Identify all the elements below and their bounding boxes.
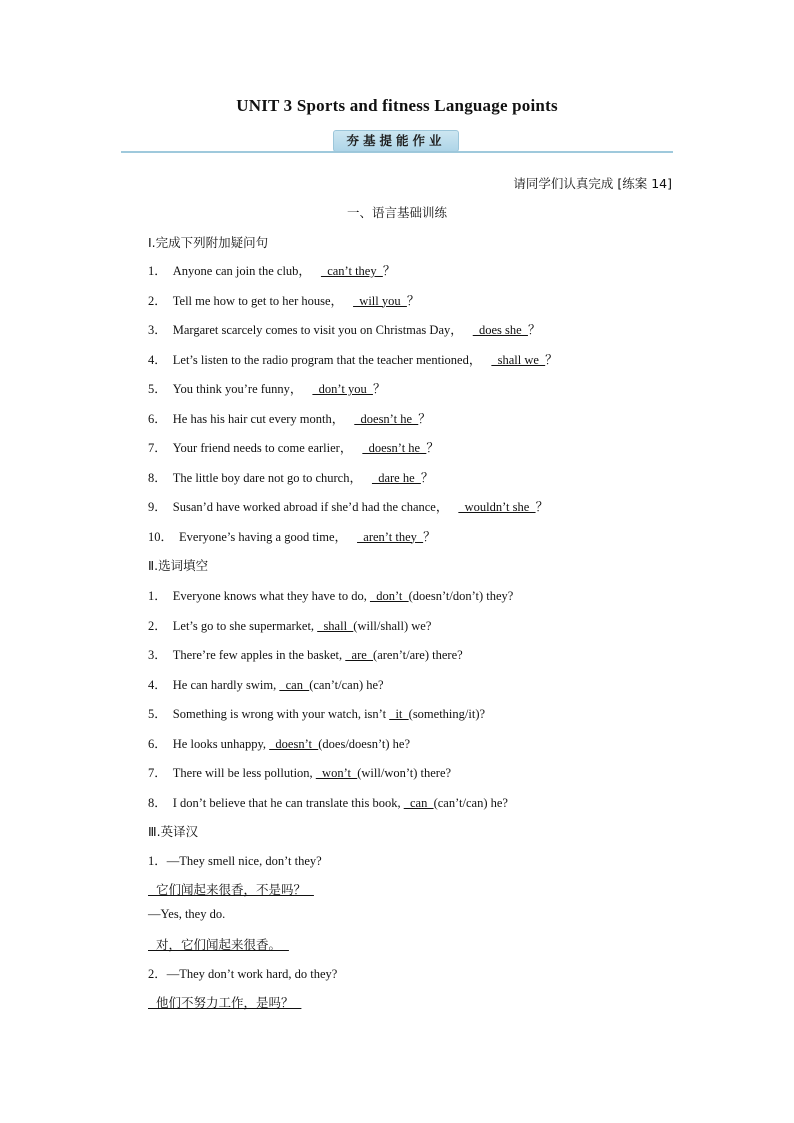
- item-number: 3．: [148, 648, 167, 662]
- fill-item: [148, 675, 384, 693]
- question-item: [148, 291, 419, 309]
- item-number: 8．: [148, 795, 167, 810]
- item-text: Tell me how to get to her house，: [172, 293, 344, 308]
- reply-1: —Yes, they do.: [148, 907, 226, 921]
- item-text: Let’s go to she supermarket,: [172, 618, 318, 633]
- item-answer: aren’t they: [357, 529, 424, 544]
- item-text: The little boy dare not go to church，: [172, 470, 362, 485]
- item-answer: can: [403, 795, 434, 810]
- item-options: (something/it)?: [408, 707, 486, 721]
- item-text: Your friend needs to come earlier，: [172, 441, 353, 455]
- banner-label: 夯基提能作业: [333, 130, 459, 152]
- question-item: [148, 320, 540, 338]
- item-number: 4．: [148, 677, 167, 692]
- item-text: Let’s listen to the radio program that the teacher mentioned，: [172, 352, 482, 367]
- item-answer: are: [345, 648, 374, 662]
- item-answer: will you: [353, 293, 407, 308]
- item-options: (doesn’t/don’t) they?: [408, 589, 514, 603]
- section3-heading: Ⅲ.英译汉: [148, 824, 199, 839]
- question-item: [148, 438, 439, 456]
- section1-heading: Ⅰ.完成下列附加疑问句: [148, 235, 269, 250]
- question-item: [148, 261, 395, 279]
- item-end: ？: [545, 352, 558, 367]
- item-answer: dare he: [371, 470, 421, 485]
- item-answer: shall: [317, 618, 354, 633]
- item-number: 2．: [148, 618, 167, 633]
- item-text: He can hardly swim,: [172, 677, 280, 692]
- fill-item: [148, 586, 513, 604]
- item-number: 2．: [148, 293, 167, 308]
- item-text: Something is wrong with your watch, isn’t: [172, 707, 390, 721]
- fill-item: [148, 763, 451, 781]
- item-end: ？: [418, 411, 431, 426]
- item-answer: wouldn’t she: [458, 500, 536, 514]
- item-text: He has his hair cut every month，: [172, 411, 345, 426]
- item-text: There will be less pollution,: [172, 766, 316, 780]
- item-number: 6．: [148, 736, 167, 751]
- item-end: ？: [527, 323, 541, 337]
- item-answer: doesn’t he: [362, 441, 427, 455]
- item-number: 6．: [148, 411, 167, 426]
- fill-item: [148, 734, 410, 752]
- fill-item: [148, 793, 508, 811]
- item-number: 5．: [148, 382, 167, 396]
- item-options: (can’t/can) he?: [309, 677, 384, 692]
- item-text: I don’t believe that he can translate this book,: [172, 795, 404, 810]
- question-item: [148, 350, 558, 368]
- item-number: 9．: [148, 500, 167, 514]
- item-number: 8．: [148, 470, 167, 485]
- item-answer: shall we: [491, 352, 546, 367]
- item-text: Anyone can join the club，: [172, 264, 311, 278]
- item-answer: does she: [472, 323, 528, 337]
- item-number: 3．: [148, 323, 167, 337]
- question-item: [148, 527, 436, 545]
- item-end: ？: [535, 500, 549, 514]
- item-answer: won’t: [315, 766, 358, 780]
- item-answer: don’t you: [312, 382, 373, 396]
- item-answer: can’t they: [320, 264, 383, 278]
- item-text: Everyone knows what they have to do,: [172, 589, 370, 603]
- page-title: UNIT 3 Sports and fitness Language points: [236, 96, 558, 115]
- fill-item: [148, 645, 463, 663]
- item-number: 10．: [148, 529, 174, 544]
- item-number: 7．: [148, 441, 167, 455]
- question-item: [148, 409, 431, 427]
- item-text: You think you’re funny，: [172, 382, 303, 396]
- item-answer: don’t: [369, 589, 409, 603]
- item-end: ？: [372, 382, 386, 396]
- banner-divider: [121, 130, 673, 154]
- item-options: (does/doesn’t) he?: [318, 736, 411, 751]
- item-answer: doesn’t: [269, 736, 319, 751]
- answer-1: 它们闻起来很香，不是吗？: [148, 882, 314, 897]
- section2-heading: Ⅱ.选词填空: [148, 558, 209, 573]
- item-end: ？: [382, 264, 396, 278]
- item-answer: it: [389, 707, 409, 721]
- item-options: (aren’t/are) there?: [373, 648, 463, 662]
- question-item: [148, 468, 433, 486]
- item-answer: doesn’t he: [354, 411, 419, 426]
- item-end: ？: [406, 293, 420, 308]
- item-end: ？: [423, 529, 436, 544]
- item-options: (can’t/can) he?: [433, 795, 508, 810]
- question-1: 1．—They smell nice, don’t they?: [148, 854, 322, 868]
- item-text: There’re few apples in the basket,: [172, 648, 346, 662]
- section-subtitle: 一、语言基础训练: [346, 205, 447, 220]
- item-number: 4．: [148, 352, 167, 367]
- item-end: ？: [426, 441, 439, 455]
- practice-note: 请同学们认真完成 [练案 14]: [513, 176, 672, 191]
- item-options: (will/won’t) there?: [357, 766, 452, 780]
- item-number: 7．: [148, 766, 167, 780]
- item-text: Susan’d have worked abroad if she’d had the chance，: [172, 500, 449, 514]
- item-number: 1．: [148, 264, 167, 278]
- question-2: 2．—They don’t work hard, do they?: [148, 967, 338, 981]
- question-item: [148, 379, 385, 397]
- fill-item: [148, 704, 485, 722]
- item-text: He looks unhappy,: [172, 736, 270, 751]
- item-number: 5．: [148, 707, 167, 721]
- item-answer: can: [279, 677, 310, 692]
- item-end: ？: [420, 470, 434, 485]
- question-item: [148, 497, 548, 515]
- item-options: (will/shall) we?: [353, 618, 432, 633]
- item-number: 1．: [148, 589, 167, 603]
- item-text: Margaret scarcely comes to visit you on Christmas Day，: [172, 323, 463, 337]
- item-text: Everyone’s having a good time，: [179, 529, 348, 544]
- answer-1b: 对，它们闻起来很香。: [148, 937, 289, 952]
- fill-item: [148, 616, 431, 634]
- answer-2: 他们不努力工作，是吗？: [148, 995, 302, 1010]
